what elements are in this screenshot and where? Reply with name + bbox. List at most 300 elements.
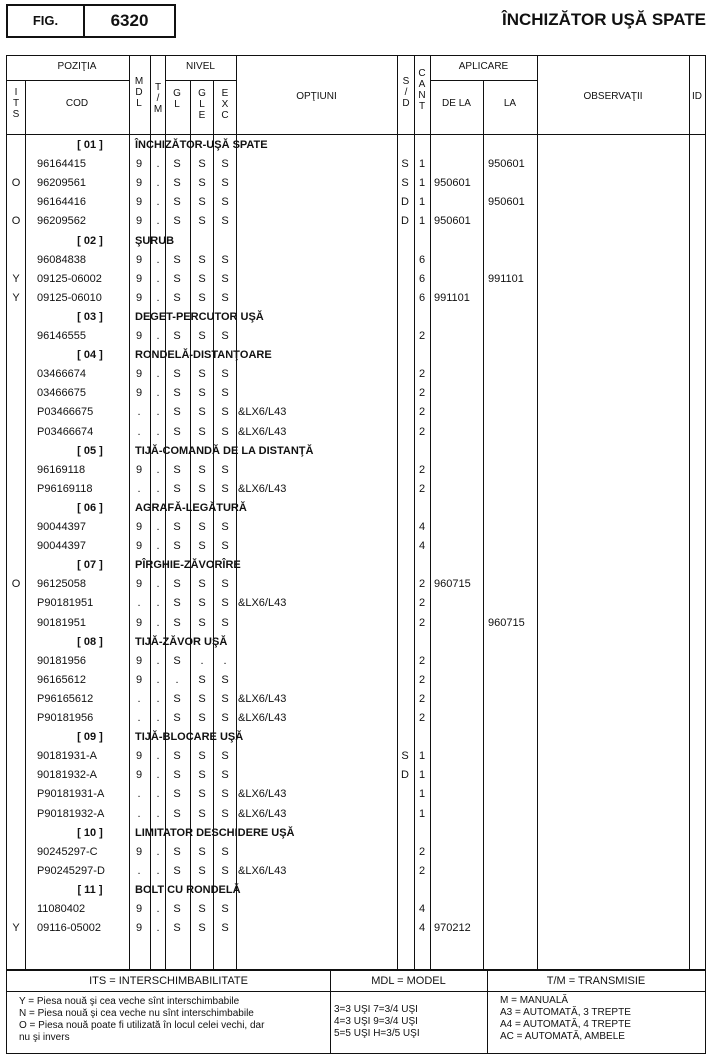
model-cell: 9 — [135, 291, 143, 304]
level-gl-cell: S — [173, 406, 181, 419]
level-gle-cell: S — [198, 177, 206, 190]
table-row — [7, 766, 707, 785]
table-row — [7, 174, 707, 193]
model-cell: . — [137, 425, 141, 438]
transmission-cell: . — [156, 253, 160, 266]
legend-mdl-title: MDL = MODEL — [330, 971, 487, 992]
level-gle-cell: S — [198, 272, 206, 285]
quantity-cell: 4 — [418, 540, 426, 553]
level-gl-cell: S — [173, 291, 181, 304]
divider — [7, 80, 129, 81]
transmission-cell: . — [156, 712, 160, 724]
part-code: 96209562 — [37, 215, 86, 228]
header-tm: T / M — [153, 82, 163, 115]
group-name: DEGET-PERCUTOR UŞĂ — [135, 310, 264, 323]
transmission-cell: . — [156, 788, 160, 801]
group-header-row — [7, 633, 707, 652]
model-cell: 9 — [135, 368, 143, 381]
option-cell: &LX6/L43 — [238, 482, 287, 495]
model-cell: 9 — [135, 578, 143, 591]
model-cell: . — [137, 482, 141, 495]
level-gl-cell: S — [173, 368, 181, 381]
applied-to-cell: 960715 — [488, 616, 525, 629]
model-cell: 9 — [135, 750, 143, 763]
level-gl-cell: S — [173, 215, 181, 228]
quantity-cell: 4 — [418, 922, 426, 935]
level-gle-cell: S — [198, 482, 206, 495]
level-exc-cell: S — [221, 673, 229, 686]
part-code: P90181951 — [37, 597, 94, 610]
table-row — [7, 155, 707, 174]
level-gle-cell: S — [198, 788, 206, 801]
transmission-cell: . — [156, 903, 160, 915]
quantity-cell: 2 — [418, 368, 426, 381]
quantity-cell: 2 — [418, 864, 426, 877]
group-name: LIMITATOR DESCHIDERE UŞĂ — [135, 826, 295, 839]
part-code: P03466675 — [37, 406, 94, 419]
quantity-cell: 2 — [418, 616, 426, 629]
part-code: P90181932-A — [37, 807, 105, 820]
applied-to-cell: 950601 — [488, 158, 525, 171]
quantity-cell: 2 — [418, 425, 426, 438]
quantity-cell: 1 — [418, 750, 426, 763]
group-header-row — [7, 556, 707, 575]
legend-its — [7, 971, 331, 1053]
level-gle-cell: S — [198, 864, 206, 877]
table-row — [7, 690, 707, 709]
table-row — [7, 518, 707, 537]
applied-from-cell: 950601 — [434, 177, 471, 190]
level-exc-cell: S — [221, 196, 229, 209]
header-la: LA — [503, 98, 517, 109]
group-name: TIJĂ-COMANDĂ DE LA DISTANŢĂ — [135, 444, 314, 457]
part-code: 96209561 — [37, 177, 86, 190]
option-cell: &LX6/L43 — [238, 712, 287, 724]
level-gle-cell: S — [198, 597, 206, 610]
model-cell: 9 — [135, 330, 143, 342]
part-code: 11080402 — [37, 903, 86, 915]
legend-tm-line: A3 = AUTOMATĂ, 3 TREPTE — [500, 1007, 631, 1018]
model-cell: . — [137, 597, 141, 610]
its-cell: O — [11, 578, 21, 591]
level-gle-cell: S — [198, 368, 206, 381]
transmission-cell: . — [156, 578, 160, 591]
level-gle-cell: S — [198, 291, 206, 304]
applied-to-cell: 950601 — [488, 196, 525, 209]
model-cell: 9 — [135, 673, 143, 686]
its-cell: O — [11, 177, 21, 190]
header-cod: COD — [65, 98, 89, 109]
side-cell: D — [401, 215, 409, 228]
applied-to-cell: 991101 — [488, 272, 524, 285]
level-exc-cell: S — [221, 330, 229, 342]
header-observatii: OBSERVAŢII — [583, 91, 643, 102]
legend-its-line: N = Piesa nouă şi cea veche nu sînt interschimbabile — [19, 1008, 254, 1019]
header-gle: G L E — [198, 88, 206, 121]
legend-tm-line: M = MANUALĂ — [500, 995, 569, 1006]
quantity-cell: 2 — [418, 406, 426, 419]
table-row — [7, 365, 707, 384]
group-header-row — [7, 136, 707, 155]
level-gle-cell: S — [198, 521, 206, 533]
level-exc-cell: S — [221, 769, 229, 782]
group-name: RONDELĂ-DISTANŢOARE — [135, 349, 272, 362]
part-code: 96164416 — [37, 196, 86, 209]
part-code: 09125-06010 — [37, 291, 102, 304]
model-cell: 9 — [135, 253, 143, 266]
table-row — [7, 327, 707, 346]
quantity-cell: 2 — [418, 673, 426, 686]
quantity-cell: 2 — [418, 692, 426, 705]
level-gl-cell: S — [173, 807, 181, 820]
level-gl-cell: S — [173, 712, 181, 724]
level-gl-cell: S — [173, 578, 181, 591]
transmission-cell: . — [156, 387, 160, 400]
level-gl-cell: S — [173, 177, 181, 190]
applied-from-cell: 970212 — [434, 922, 471, 935]
quantity-cell: 1 — [418, 807, 426, 820]
model-cell: 9 — [135, 616, 143, 629]
part-code: P96169118 — [37, 482, 93, 495]
level-gle-cell: S — [198, 922, 206, 935]
level-exc-cell: S — [221, 903, 229, 915]
level-gl-cell: S — [173, 903, 181, 915]
level-exc-cell: S — [221, 750, 229, 763]
level-gle-cell: S — [198, 253, 206, 266]
quantity-cell: 1 — [418, 215, 426, 228]
part-code: 96125058 — [37, 578, 86, 591]
part-code: P03466674 — [37, 425, 94, 438]
level-exc-cell: S — [221, 387, 229, 400]
model-cell: 9 — [135, 215, 143, 228]
quantity-cell: 2 — [418, 387, 426, 400]
level-gle-cell: S — [198, 769, 206, 782]
legend-tm — [487, 971, 705, 1053]
transmission-cell: . — [156, 673, 160, 686]
divider — [7, 134, 705, 135]
legend-tm-line: AC = AUTOMATĂ, AMBELE — [500, 1031, 625, 1042]
table-row — [7, 919, 707, 938]
part-code: 96169118 — [37, 463, 86, 476]
group-name: TIJĂ-BLOCARE UŞĂ — [135, 731, 244, 744]
level-gl-cell: S — [173, 750, 181, 763]
quantity-cell: 2 — [418, 712, 426, 724]
table-row — [7, 403, 707, 422]
level-exc-cell: S — [221, 215, 229, 228]
table-row — [7, 537, 707, 556]
level-exc-cell: S — [221, 253, 229, 266]
page-title: ÎNCHIZĂTOR UŞĂ SPATE — [501, 10, 706, 29]
level-exc-cell: S — [221, 845, 229, 858]
level-gle-cell: S — [198, 196, 206, 209]
quantity-cell: 2 — [418, 578, 426, 591]
level-gl-cell: S — [173, 769, 181, 782]
model-cell: 9 — [135, 769, 143, 782]
level-gl-cell: S — [173, 788, 181, 801]
model-cell: 9 — [135, 196, 143, 209]
transmission-cell: . — [156, 521, 160, 533]
model-cell: 9 — [135, 903, 143, 915]
model-cell: 9 — [135, 845, 143, 858]
table-row — [7, 805, 707, 824]
model-cell: 9 — [135, 387, 143, 400]
header-id: ID — [692, 91, 702, 102]
transmission-cell: . — [156, 864, 160, 877]
level-exc-cell: S — [221, 272, 229, 285]
level-exc-cell: S — [221, 540, 229, 553]
level-gle-cell: S — [198, 616, 206, 629]
model-cell: . — [137, 788, 141, 801]
group-number: [ 04 ] — [77, 349, 103, 362]
part-code: P90181931-A — [37, 788, 105, 801]
level-gle-cell: S — [198, 692, 206, 705]
group-number: [ 11 ] — [77, 883, 103, 896]
part-code: 09125-06002 — [37, 272, 102, 285]
applied-from-cell: 991101 — [434, 291, 470, 304]
transmission-cell: . — [156, 425, 160, 438]
group-number: [ 10 ] — [77, 826, 103, 839]
level-gle-cell: S — [198, 540, 206, 553]
figure-number: 6320 — [110, 11, 149, 30]
part-code: 96084838 — [37, 253, 86, 266]
level-exc-cell: S — [221, 712, 229, 724]
group-name: ŞURUB — [135, 234, 175, 247]
quantity-cell: 1 — [418, 177, 426, 190]
part-code: 90181931-A — [37, 750, 97, 763]
model-cell: 9 — [135, 654, 143, 667]
transmission-cell: . — [156, 597, 160, 610]
legend — [6, 970, 706, 1054]
quantity-cell: 1 — [418, 769, 426, 782]
level-exc-cell: S — [221, 922, 229, 935]
table-row — [7, 900, 707, 919]
quantity-cell: 6 — [418, 291, 426, 304]
level-gle-cell: S — [198, 807, 206, 820]
quantity-cell: 1 — [418, 788, 426, 801]
group-number: [ 02 ] — [77, 234, 103, 247]
level-gl-cell: . — [175, 673, 179, 686]
header-nivel: NIVEL — [186, 61, 215, 72]
level-gl-cell: S — [173, 196, 181, 209]
level-gle-cell: S — [198, 463, 206, 476]
table-row — [7, 480, 707, 499]
level-exc-cell: S — [221, 291, 229, 304]
applied-from-cell: 950601 — [434, 215, 471, 228]
transmission-cell: . — [156, 463, 160, 476]
group-header-row — [7, 499, 707, 518]
option-cell: &LX6/L43 — [238, 788, 287, 801]
group-name: BOLT CU RONDELĂ — [135, 883, 241, 896]
level-exc-cell: . — [223, 654, 227, 667]
level-gl-cell: S — [173, 845, 181, 858]
legend-mdl-line: 5=5 UŞI H=3/5 UŞI — [334, 1028, 420, 1039]
header-cant: C A N T — [418, 68, 426, 112]
group-name: PÎRGHIE-ZĂVORÎRE — [135, 559, 241, 572]
transmission-cell: . — [156, 291, 160, 304]
quantity-cell: 2 — [418, 463, 426, 476]
table-row — [7, 193, 707, 212]
table-row — [7, 614, 707, 633]
level-exc-cell: S — [221, 616, 229, 629]
level-exc-cell: S — [221, 578, 229, 591]
legend-mdl-line: 4=3 UŞI 9=3/4 UŞI — [334, 1016, 418, 1027]
header-pozitia: POZIŢIA — [57, 61, 97, 72]
level-gl-cell: S — [173, 425, 181, 438]
level-gle-cell: S — [198, 330, 206, 342]
table-row — [7, 652, 707, 671]
level-gle-cell: S — [198, 578, 206, 591]
table-row — [7, 747, 707, 766]
transmission-cell: . — [156, 845, 160, 858]
group-name: TIJĂ-ZĂVOR UŞĂ — [135, 635, 228, 648]
quantity-cell: 2 — [418, 597, 426, 610]
part-code: 96164415 — [37, 158, 86, 171]
level-gle-cell: S — [198, 903, 206, 915]
legend-mdl — [330, 971, 488, 1053]
table-row — [7, 575, 707, 594]
quantity-cell: 1 — [418, 158, 426, 171]
part-code: 90245297-C — [37, 845, 98, 858]
legend-its-line: nu şi invers — [19, 1032, 70, 1043]
transmission-cell: . — [156, 158, 160, 171]
level-gl-cell: S — [173, 922, 181, 935]
figure-label: FIG. — [8, 6, 85, 36]
option-cell: &LX6/L43 — [238, 425, 287, 438]
level-gle-cell: S — [198, 845, 206, 858]
part-code: 90181932-A — [37, 769, 97, 782]
level-exc-cell: S — [221, 368, 229, 381]
group-header-row — [7, 346, 707, 365]
part-code: P90245297-D — [37, 864, 105, 877]
level-gle-cell: S — [198, 387, 206, 400]
model-cell: 9 — [135, 272, 143, 285]
option-cell: &LX6/L43 — [238, 692, 287, 705]
group-number: [ 06 ] — [77, 501, 103, 514]
level-gl-cell: S — [173, 463, 181, 476]
transmission-cell: . — [156, 616, 160, 629]
quantity-cell: 2 — [418, 482, 426, 495]
quantity-cell: 6 — [418, 272, 426, 285]
model-cell: . — [137, 692, 141, 705]
quantity-cell: 6 — [418, 253, 426, 266]
quantity-cell: 4 — [418, 903, 426, 915]
group-header-row — [7, 232, 707, 251]
figure-box — [6, 4, 176, 38]
part-code: 90044397 — [37, 521, 86, 533]
group-header-row — [7, 881, 707, 900]
quantity-cell: 2 — [418, 845, 426, 858]
option-cell: &LX6/L43 — [238, 406, 287, 419]
header-aplicare: APLICARE — [458, 61, 509, 72]
part-code: 90044397 — [37, 540, 86, 553]
level-exc-cell: S — [221, 177, 229, 190]
group-number: [ 09 ] — [77, 731, 103, 744]
level-gl-cell: S — [173, 597, 181, 610]
part-code: P96165612 — [37, 692, 94, 705]
side-cell: D — [401, 769, 409, 782]
level-gl-cell: S — [173, 654, 181, 667]
header-gl: G L — [173, 88, 181, 110]
level-gl-cell: S — [173, 616, 181, 629]
level-gl-cell: S — [173, 253, 181, 266]
level-gl-cell: S — [173, 330, 181, 342]
level-gle-cell: S — [198, 673, 206, 686]
group-header-row — [7, 728, 707, 747]
level-gle-cell: S — [198, 158, 206, 171]
legend-tm-line: A4 = AUTOMATĂ, 4 TREPTE — [500, 1019, 631, 1030]
transmission-cell: . — [156, 540, 160, 553]
quantity-cell: 2 — [418, 330, 426, 342]
table-row — [7, 671, 707, 690]
table-row — [7, 384, 707, 403]
level-exc-cell: S — [221, 864, 229, 877]
transmission-cell: . — [156, 807, 160, 820]
table-row — [7, 423, 707, 442]
model-cell: 9 — [135, 177, 143, 190]
header-exc: E X C — [221, 88, 229, 121]
group-header-row — [7, 824, 707, 843]
group-name: AGRAFĂ-LEGĂTURĂ — [135, 501, 247, 514]
level-gle-cell: . — [200, 654, 204, 667]
part-code: P90181956 — [37, 712, 94, 724]
level-gle-cell: S — [198, 406, 206, 419]
part-code: 96165612 — [37, 673, 86, 686]
group-number: [ 08 ] — [77, 635, 103, 648]
transmission-cell: . — [156, 330, 160, 342]
level-gl-cell: S — [173, 482, 181, 495]
option-cell: &LX6/L43 — [238, 597, 287, 610]
model-cell: . — [137, 807, 141, 820]
model-cell: . — [137, 864, 141, 877]
legend-tm-title: T/M = TRANSMISIE — [487, 971, 705, 992]
group-number: [ 07 ] — [77, 559, 103, 572]
header-its: I T S — [12, 87, 20, 120]
quantity-cell: 1 — [418, 196, 426, 209]
its-cell: O — [11, 215, 21, 228]
group-number: [ 01 ] — [77, 139, 103, 151]
side-cell: S — [401, 177, 409, 190]
table-row — [7, 270, 707, 289]
header-de-la: DE LA — [442, 98, 471, 109]
part-code: 90181951 — [37, 616, 86, 629]
parts-table — [6, 55, 706, 970]
legend-its-line: O = Piesa nouă poate fi utilizată în locul celei vechi, dar — [19, 1020, 265, 1031]
level-gl-cell: S — [173, 864, 181, 877]
transmission-cell: . — [156, 922, 160, 935]
table-row — [7, 212, 707, 231]
transmission-cell: . — [156, 196, 160, 209]
model-cell: . — [137, 406, 141, 419]
table-row — [7, 862, 707, 881]
part-code: 03466675 — [37, 387, 86, 400]
level-gl-cell: S — [173, 272, 181, 285]
side-cell: S — [401, 750, 409, 763]
transmission-cell: . — [156, 750, 160, 763]
group-name: ÎNCHIZĂTOR-UŞĂ SPATE — [135, 139, 268, 151]
table-row — [7, 843, 707, 862]
level-gl-cell: S — [173, 692, 181, 705]
level-exc-cell: S — [221, 158, 229, 171]
model-cell: 9 — [135, 158, 143, 171]
model-cell: 9 — [135, 463, 143, 476]
transmission-cell: . — [156, 368, 160, 381]
level-gl-cell: S — [173, 540, 181, 553]
transmission-cell: . — [156, 692, 160, 705]
level-exc-cell: S — [221, 482, 229, 495]
its-cell: Y — [12, 922, 20, 935]
header-sd: S / D — [402, 76, 410, 109]
divider — [430, 80, 537, 81]
